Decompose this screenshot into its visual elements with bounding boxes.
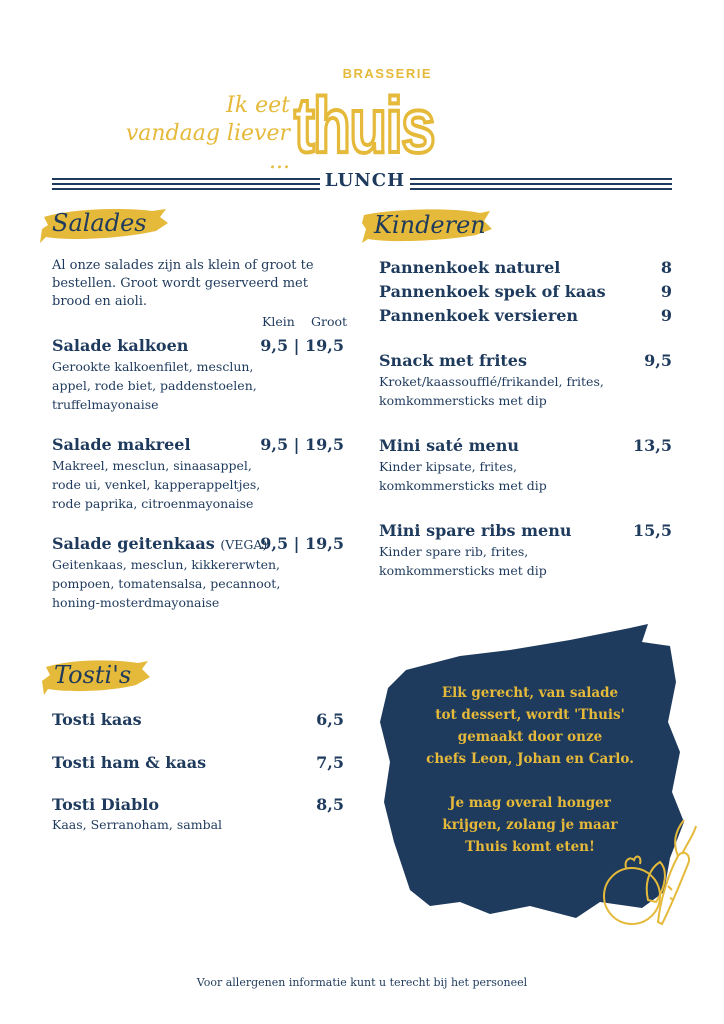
pannenkoek-naturel-name: Pannenkoek naturel <box>379 258 561 277</box>
tosti-kaas-price: 6,5 <box>316 710 344 729</box>
mini-sate-menu-name: Mini saté menu <box>379 436 519 455</box>
salade-kalkoen-name: Salade kalkoen <box>52 336 189 355</box>
tagline <box>100 92 290 176</box>
allergen-footer: Voor allergenen informatie kunt u terecht bij het personeel <box>196 976 528 989</box>
logo-small-text: BRASSERIE <box>342 66 432 81</box>
salade-makreel-price: 9,5 | 19,5 <box>260 435 344 454</box>
vega-tag: (VEGA) <box>220 537 268 552</box>
salade-geitenkaas-desc: Geitenkaas, mesclun, kikkererwten, pompoen, tomatensalsa, pecannoot, honing-mosterdmayonaise <box>52 557 281 610</box>
vegetables-illustration-icon <box>598 812 698 932</box>
column-groot: Groot <box>311 314 348 329</box>
tosti-diablo-name: Tosti Diablo <box>52 795 160 814</box>
tostis-title: Tosti's <box>54 661 132 689</box>
header-rule-right <box>410 178 672 190</box>
tagline-line1: Ik eet <box>226 93 290 118</box>
pannenkoek-versieren-price: 9 <box>660 306 672 325</box>
logo-big-text: thuis <box>294 81 434 169</box>
salade-kalkoen-price: 9,5 | 19,5 <box>260 336 344 355</box>
mini-spare-ribs-menu-price: 15,5 <box>633 521 672 540</box>
pannenkoek-spek-kaas-name: Pannenkoek spek of kaas <box>379 282 606 301</box>
mini-sate-menu-desc: Kinder kipsate, frites, komkommersticks met dip <box>379 459 547 493</box>
salade-geitenkaas-name: Salade geitenkaas (VEGA) <box>52 534 268 553</box>
header-rule-left <box>52 178 320 190</box>
salade-makreel-desc: Makreel, mesclun, sinaasappel, rode ui, venkel, kapperappeltjes, rode paprika, citroenmayonaise <box>52 458 261 511</box>
snack-met-frites-price: 9,5 <box>644 351 672 370</box>
salade-geitenkaas-price: 9,5 | 19,5 <box>260 534 344 553</box>
salades-title: Salades <box>52 209 147 237</box>
pannenkoek-naturel-price: 8 <box>660 258 672 277</box>
tosti-kaas-name: Tosti kaas <box>52 710 142 729</box>
tosti-ham-kaas-price: 7,5 <box>316 753 344 772</box>
salades-heading <box>40 203 170 243</box>
salades-intro: Al onze salades zijn als klein of groot te bestellen. Groot wordt geserveerd met brood en aioli. <box>52 258 314 309</box>
mini-sate-menu-price: 13,5 <box>633 436 672 455</box>
tosti-diablo-price: 8,5 <box>316 795 344 814</box>
salade-makreel-name: Salade makreel <box>52 435 191 454</box>
kinderen-title: Kinderen <box>374 211 486 239</box>
promo-text: Elk gerecht, van salade tot dessert, wordt 'Thuis' gemaakt door onze chefs Leon, Johan en Carlo. Je mag overal honger krijgen, zolang je maar Thuis komt eten! <box>426 685 634 855</box>
kinderen-heading <box>362 205 492 245</box>
tostis-heading <box>42 655 152 695</box>
salade-kalkoen-desc: Gerookte kalkoenfilet, mesclun, appel, rode biet, paddenstoelen, truffelmayonaise <box>52 359 257 412</box>
column-klein: Klein <box>262 314 295 329</box>
tosti-diablo-desc: Kaas, Serranoham, sambal <box>52 817 223 832</box>
pannenkoek-spek-kaas-price: 9 <box>660 282 672 301</box>
section-title-lunch: LUNCH <box>324 170 406 191</box>
snack-met-frites-desc: Kroket/kaassoufflé/frikandel, frites, komkommersticks met dip <box>379 374 604 408</box>
mini-spare-ribs-menu-name: Mini spare ribs menu <box>379 521 572 540</box>
mini-spare-ribs-menu-desc: Kinder spare rib, frites, komkommersticks met dip <box>379 544 547 578</box>
tagline-line2: vandaag liever ... <box>125 121 290 174</box>
snack-met-frites-name: Snack met frites <box>379 351 527 370</box>
tosti-ham-kaas-name: Tosti ham & kaas <box>52 753 207 772</box>
brasserie-thuis-logo <box>292 62 437 169</box>
pannenkoek-versieren-name: Pannenkoek versieren <box>379 306 579 325</box>
